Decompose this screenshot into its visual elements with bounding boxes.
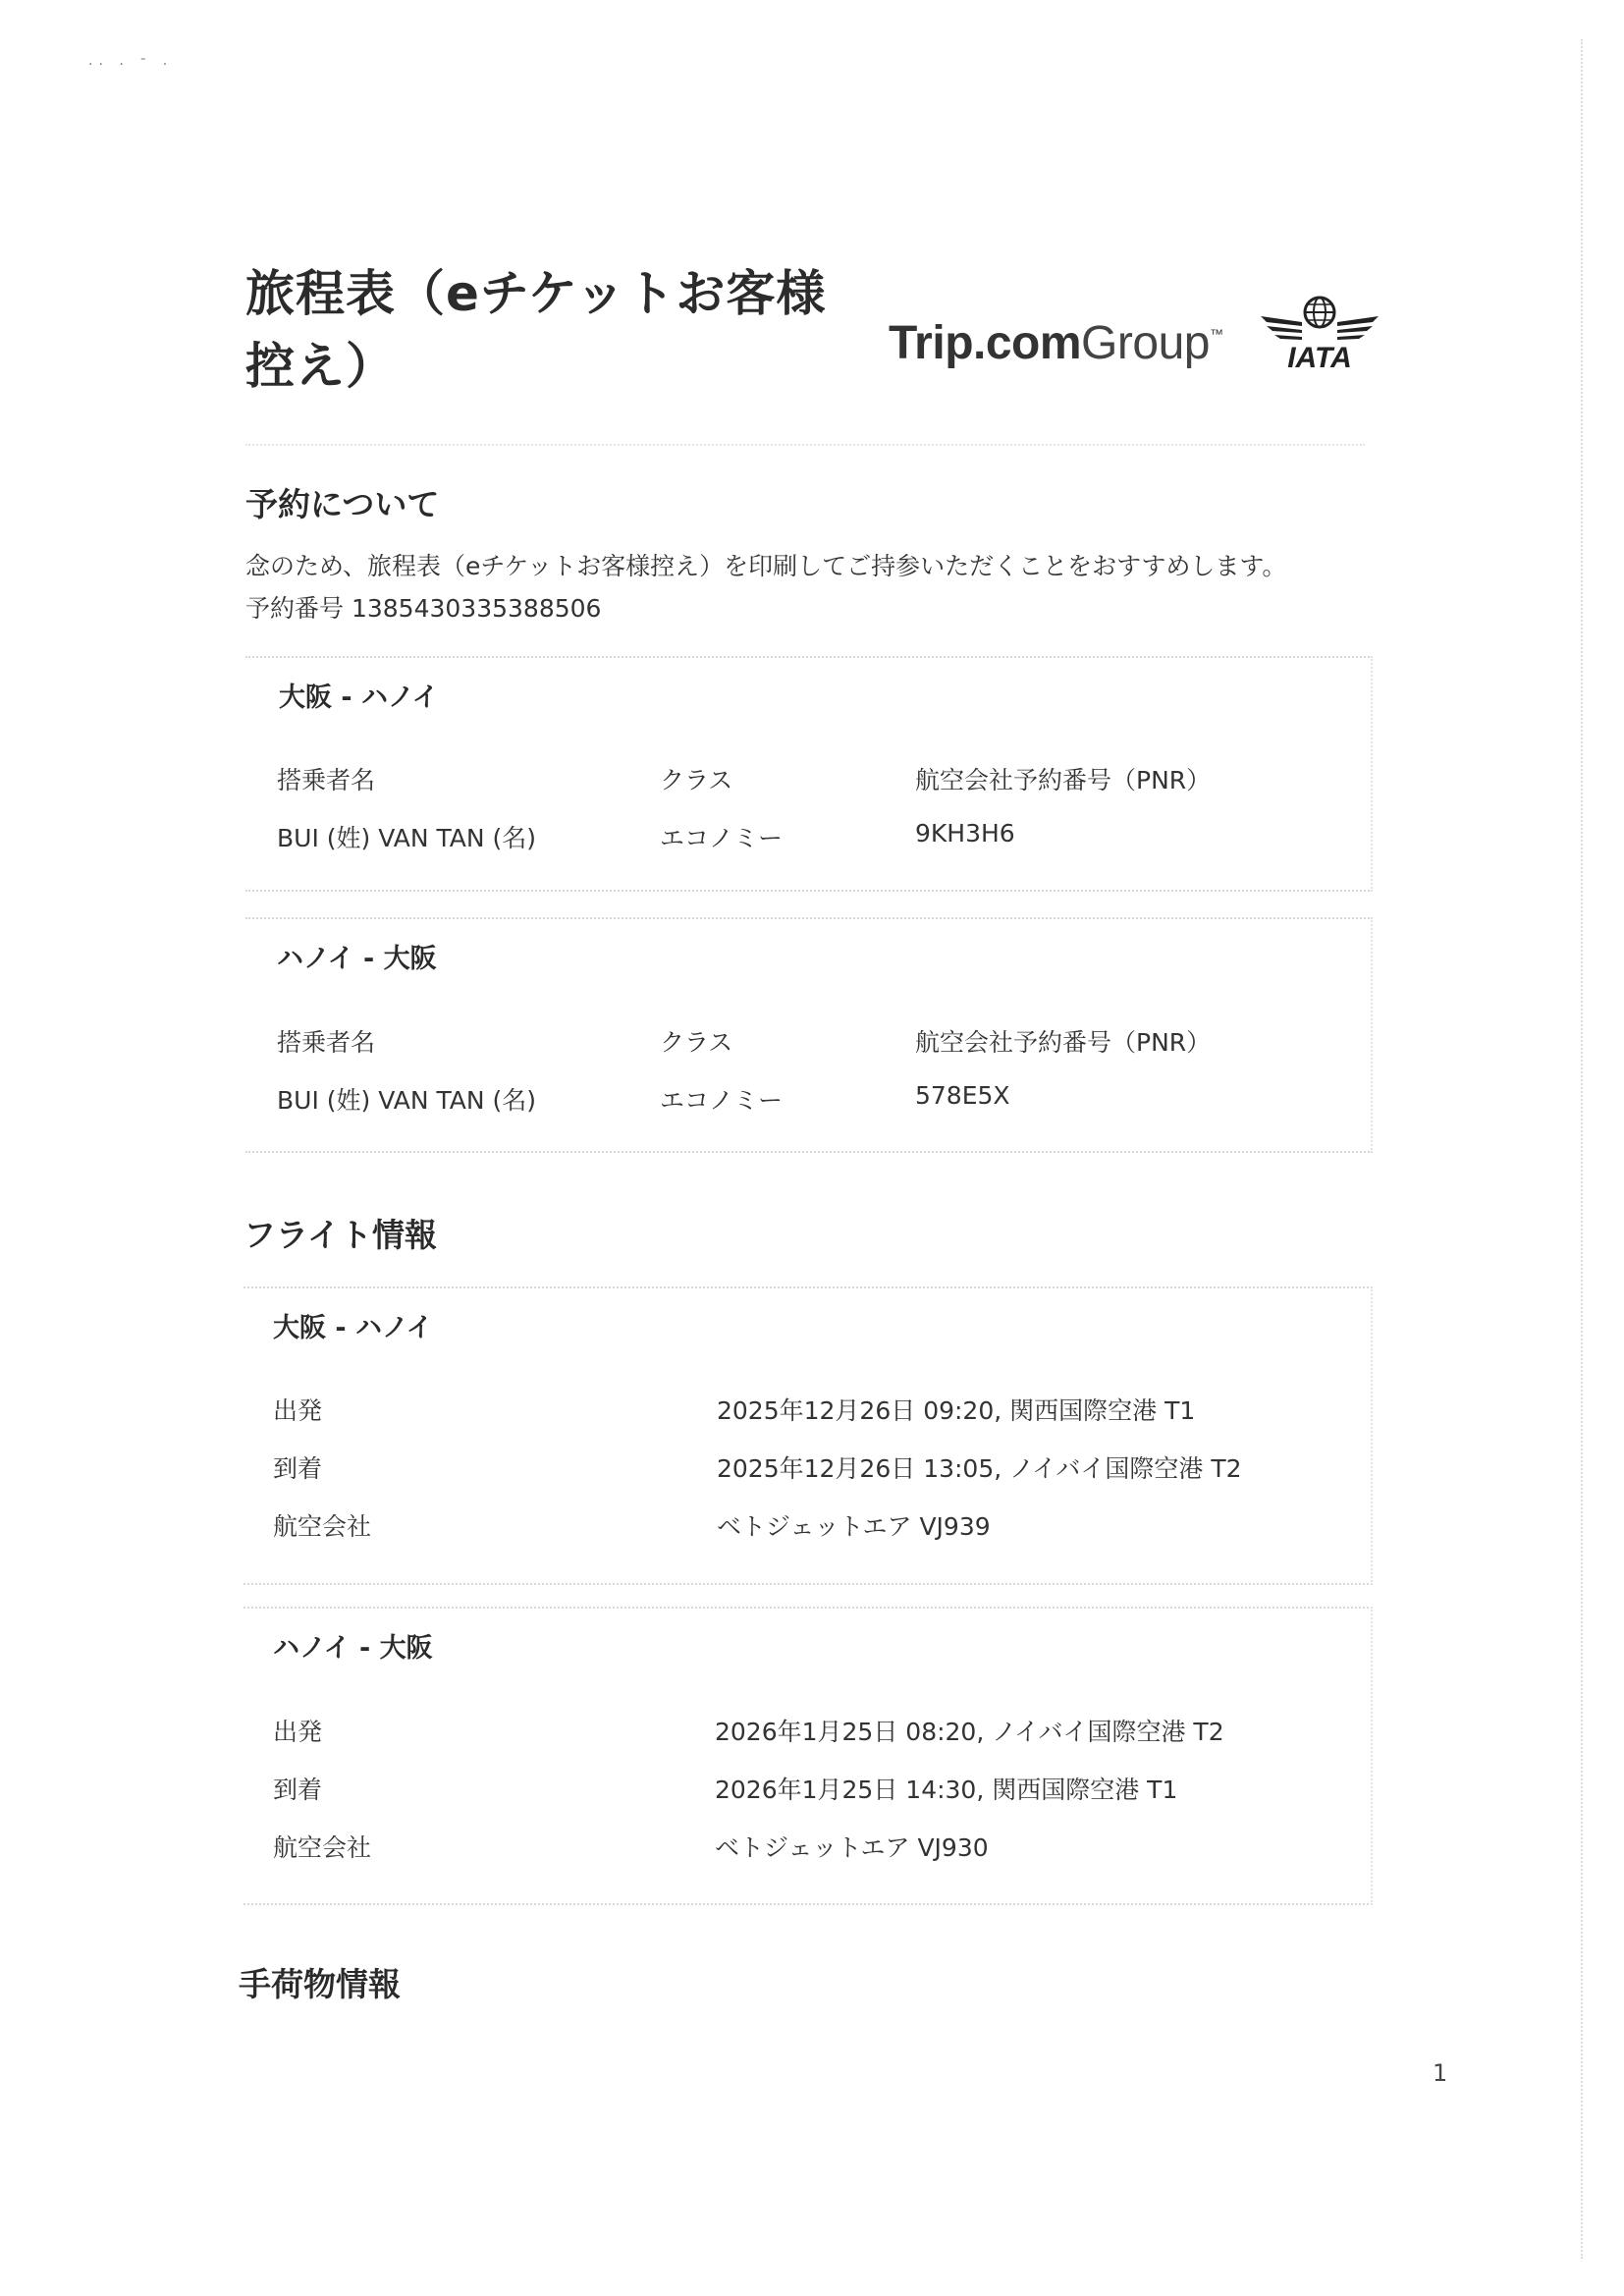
arrival-label: 到着 bbox=[273, 1454, 323, 1483]
header-divider bbox=[245, 444, 1365, 446]
pnr-code: 578E5X bbox=[915, 1081, 1010, 1110]
airline-label: 航空会社 bbox=[273, 1833, 372, 1862]
booking-note: 念のため、旅程表（eチケットお客様控え）を印刷してご持参いただくことをおすすめします。 bbox=[245, 552, 1287, 580]
passenger-column-header: 搭乗者名 bbox=[277, 1028, 376, 1057]
departure-value: 2025年12月26日 09:20, 関西国際空港 T1 bbox=[717, 1396, 1196, 1425]
baggage-heading: 手荷物情報 bbox=[239, 1965, 401, 2003]
class-column-header: クラス bbox=[660, 766, 733, 794]
title-line-1: 旅程表（eチケットお客様 bbox=[245, 265, 827, 322]
scan-edge bbox=[1581, 39, 1585, 2259]
trip-com-group-logo bbox=[889, 316, 1222, 370]
iata-logo bbox=[1257, 293, 1382, 373]
cabin-class: エコノミー bbox=[660, 1086, 784, 1115]
airline-value: ベトジェットエア VJ939 bbox=[717, 1512, 991, 1541]
iata-wordmark: IATA bbox=[1287, 342, 1352, 373]
departure-value: 2026年1月25日 08:20, ノイバイ国際空港 T2 bbox=[715, 1718, 1224, 1746]
booking-heading: 予約について bbox=[245, 485, 440, 523]
pnr-code: 9KH3H6 bbox=[915, 819, 1015, 847]
airline-label: 航空会社 bbox=[273, 1512, 372, 1541]
title-line-2: 控え） bbox=[245, 338, 396, 395]
document-title bbox=[245, 257, 893, 403]
booking-number-value: 1385430335388506 bbox=[351, 594, 602, 623]
booking-number-label: 予約番号 bbox=[245, 594, 345, 623]
arrival-label: 到着 bbox=[273, 1776, 323, 1804]
class-column-header: クラス bbox=[660, 1028, 733, 1057]
passenger-column-header: 搭乗者名 bbox=[277, 766, 376, 794]
flights-heading: フライト情報 bbox=[244, 1216, 438, 1254]
flight-segment-route: ハノイ - 大阪 bbox=[273, 1633, 433, 1664]
scan-specks: ·· · ˉ · bbox=[88, 57, 174, 73]
cabin-class: エコノミー bbox=[660, 824, 784, 852]
departure-label: 出発 bbox=[273, 1718, 323, 1746]
departure-label: 出発 bbox=[273, 1396, 323, 1425]
booking-number bbox=[245, 589, 601, 625]
brand-tm: ™ bbox=[1209, 326, 1223, 342]
pnr-column-header: 航空会社予約番号（PNR） bbox=[915, 1028, 1212, 1057]
brand-regular: Group bbox=[1081, 317, 1210, 369]
page-number: 1 bbox=[1433, 2059, 1448, 2087]
booking-segment-route: 大阪 - ハノイ bbox=[279, 683, 439, 713]
flight-segment-route: 大阪 - ハノイ bbox=[273, 1313, 433, 1343]
booking-segment-route: ハノイ - 大阪 bbox=[277, 944, 437, 974]
arrival-value: 2025年12月26日 13:05, ノイバイ国際空港 T2 bbox=[717, 1454, 1242, 1483]
pnr-column-header: 航空会社予約番号（PNR） bbox=[915, 766, 1212, 794]
passenger-name: BUI (姓) VAN TAN (名) bbox=[277, 1086, 537, 1115]
passenger-name: BUI (姓) VAN TAN (名) bbox=[277, 824, 537, 852]
airline-value: ベトジェットエア VJ930 bbox=[715, 1833, 989, 1862]
brand-bold: Trip.com bbox=[889, 317, 1082, 369]
arrival-value: 2026年1月25日 14:30, 関西国際空港 T1 bbox=[715, 1776, 1178, 1804]
